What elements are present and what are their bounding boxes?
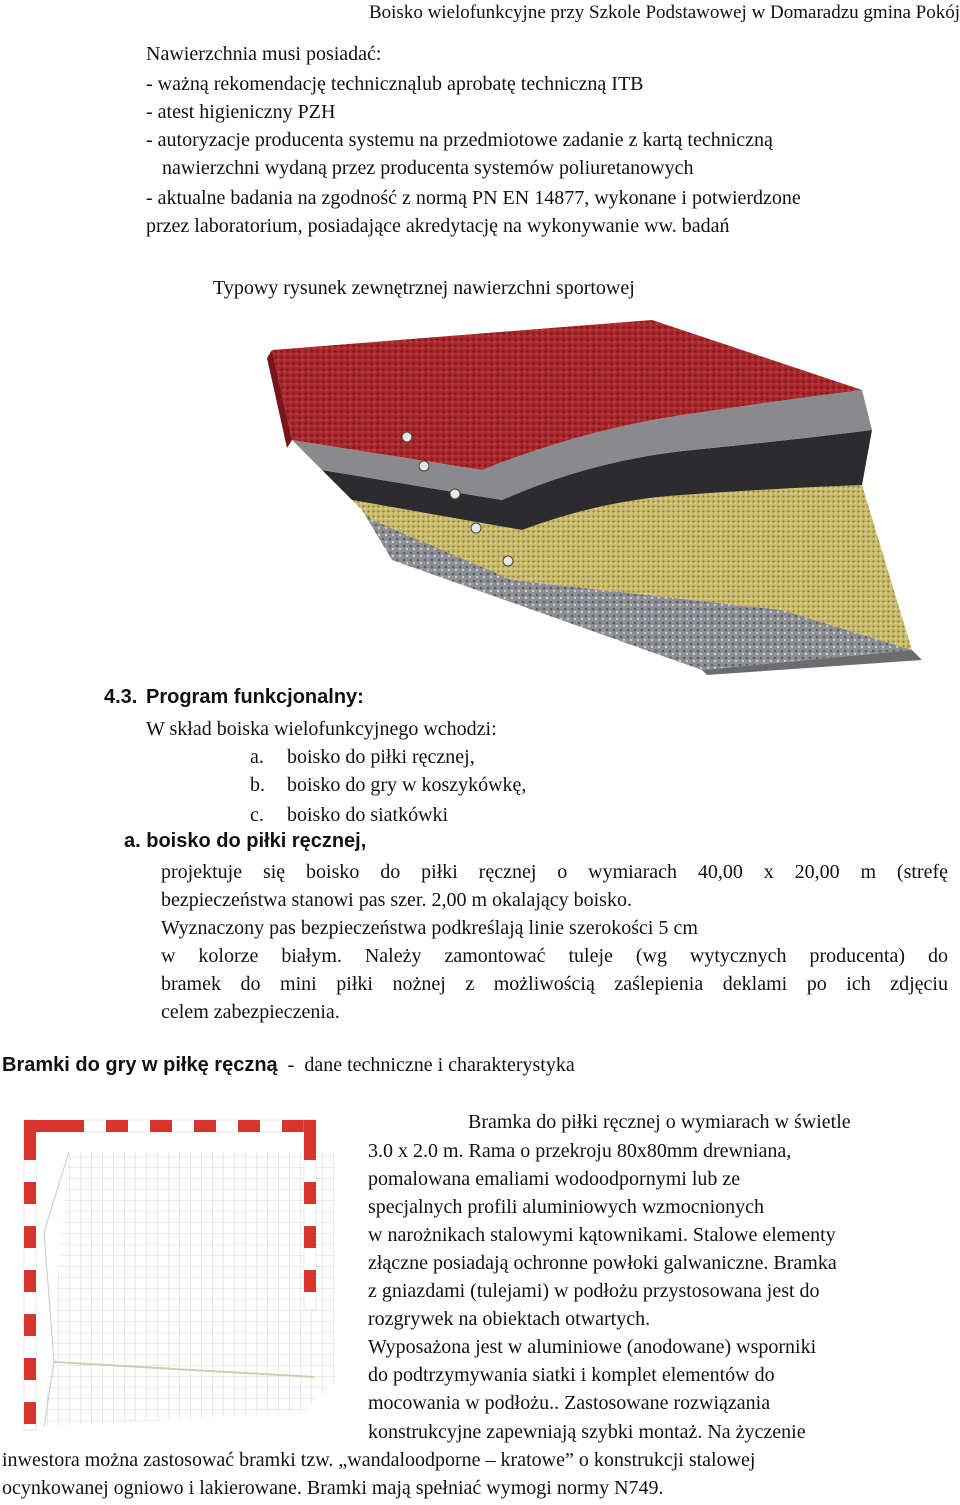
goal-description-line: 3.0 x 2.0 m. Rama o przekroju 80x80mm drewniana, — [368, 1140, 792, 1162]
section-intro: W skład boiska wielofunkcyjnego wchodzi: — [146, 718, 497, 740]
subsection-line: w kolorze białym. Należy zamontować tuleje (wg wytycznych producenta) do — [161, 945, 948, 967]
subsection-title: a. boisko do piłki ręcznej, — [124, 830, 367, 852]
goal-description-line: pomalowana emaliami wodoodpornymi lub ze — [368, 1168, 741, 1190]
goal-description-line: do podtrzymywania siatki i komplet elementów do — [368, 1364, 775, 1386]
goal-description-line: inwestora można zastosować bramki tzw. „wandaloodporne – kratowe” o konstrukcji stalowej — [2, 1449, 756, 1471]
handball-goal-illustration — [14, 1112, 352, 1442]
list-item-letter: c. — [250, 804, 264, 826]
requirement-line: nawierzchni wydaną przez producenta systemów poliuretanowych — [162, 157, 694, 179]
subsection-line: Wyznaczony pas bezpieczeństwa podkreślają linie szerokości 5 cm — [161, 917, 698, 939]
goal-description-line: w narożnikach stalowymi kątownikami. Stalowe elementy — [368, 1224, 836, 1246]
surface-figure-caption: Typowy rysunek zewnętrznej nawierzchni sportowej — [213, 277, 635, 299]
subsection-line: bezpieczeństwa stanowi pas szer. 2,00 m okalający boisko. — [161, 889, 632, 911]
goal-description-line: złączne posiadają ochronne powłoki galwaniczne. Bramka — [368, 1252, 837, 1274]
page-header: Boisko wielofunkcyjne przy Szkole Podstawowej w Domaradzu gmina Pokój — [368, 2, 960, 23]
requirement-line: - aktualne badania na zgodność z normą PN EN 14877, wykonane i potwierdzone — [146, 187, 801, 209]
goal-description-line: mocowania w podłożu.. Zastosowane rozwiązania — [368, 1392, 771, 1414]
requirement-line: - atest higieniczny PZH — [146, 101, 336, 123]
list-item: boisko do siatkówki — [287, 804, 449, 826]
goal-description-line: specjalnych profili aluminiowych wzmocnionych — [368, 1196, 765, 1218]
subsection-line: bramek do mini piłki nożnej z możliwością zaślepienia deklami po ich zdjęciu — [161, 973, 948, 995]
list-item-letter: a. — [250, 746, 264, 768]
section-title: Program funkcjonalny: — [146, 686, 364, 708]
list-item: boisko do piłki ręcznej, — [287, 746, 475, 768]
goal-description-line: ocynkowanej ogniowo i lakierowane. Bramki mają spełniać wymogi normy N749. — [2, 1477, 664, 1499]
requirement-line: - ważną rekomendację technicznąlub aprobatę techniczną ITB — [146, 73, 644, 95]
goals-heading — [2, 1051, 575, 1079]
requirement-line: - autoryzacje producenta systemu na przedmiotowe zadanie z kartą techniczną — [146, 129, 773, 151]
requirements-intro: Nawierzchnia musi posiadać: — [146, 43, 382, 65]
goal-description-line: rozgrywek na obiektach otwartych. — [368, 1308, 651, 1330]
goal-crossbar — [84, 1120, 309, 1132]
list-item: boisko do gry w koszykówkę, — [287, 774, 527, 796]
section-number: 4.3. — [104, 686, 138, 708]
subsection-line: projektuje się boisko do piłki ręcznej o wymiarach 40,00 x 20,00 m (strefę — [161, 861, 948, 883]
goal-description-line: z gniazdami (tulejami) w podłożu przystosowana jest do — [368, 1280, 820, 1302]
surface-layers-illustration — [262, 320, 944, 675]
goal-description-line: Bramka do piłki ręcznej o wymiarach w świetle — [468, 1111, 851, 1133]
goal-description-line: Wyposażona jest w aluminiowe (anodowane) wsporniki — [368, 1336, 817, 1358]
goal-description-line: konstrukcyjne zapewniają szybki montaż. Na życzenie — [368, 1421, 806, 1443]
requirement-line: przez laboratorium, posiadające akredytację na wykonywanie ww. badań — [146, 215, 730, 237]
subsection-line: celem zabezpieczenia. — [161, 1001, 340, 1023]
goals-heading-bold: Bramki do gry w piłkę ręczną — [2, 1054, 278, 1076]
goal-right-post — [304, 1120, 316, 1310]
goals-heading-rest: - dane techniczne i charakterystyka — [277, 1054, 575, 1076]
list-item-letter: b. — [250, 774, 265, 796]
